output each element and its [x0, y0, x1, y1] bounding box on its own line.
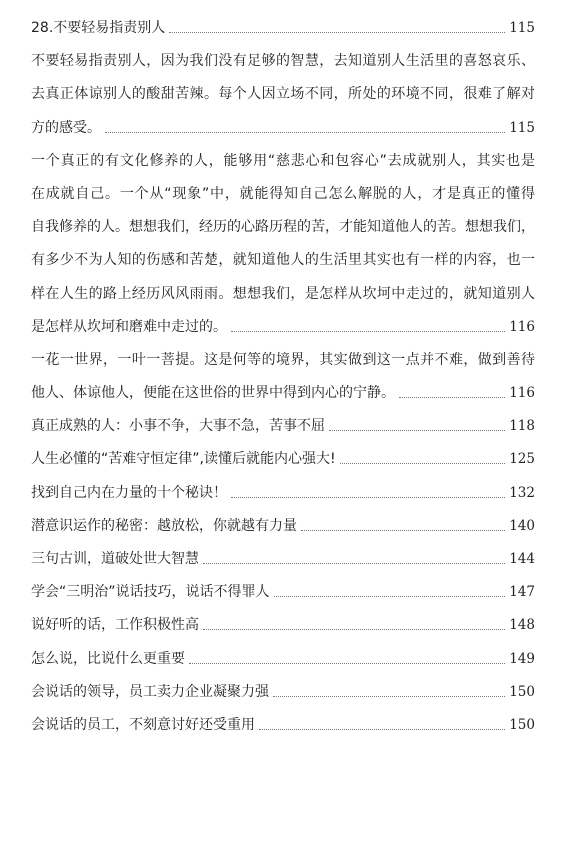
toc-entry-title: 会说话的员工，不刻意讨好还受重用 — [31, 716, 255, 733]
toc-entry[interactable] — [31, 584, 535, 601]
toc-entry[interactable] — [31, 20, 535, 37]
dot-leader — [231, 496, 505, 498]
dot-leader — [203, 562, 505, 564]
toc-entry[interactable] — [31, 451, 535, 468]
toc-entry-last-line — [31, 551, 535, 568]
toc-entry-title: 说好听的话，工作积极性高 — [31, 617, 199, 634]
dot-leader — [329, 429, 505, 431]
page-number: 148 — [509, 617, 535, 634]
page-number: 116 — [509, 318, 535, 335]
toc-entry-title: 真正成熟的人：小事不争，大事不急，苦事不屈 — [31, 418, 325, 435]
toc-entry-last-line — [31, 451, 535, 468]
toc-entry-line: 自我修养的人。想想我们，经历的心路历程的苦，才能知道他人的苦。想想我们， — [31, 219, 535, 236]
dot-leader — [169, 31, 505, 33]
toc-entry-title: 三句古训，道破处世大智慧 — [31, 551, 199, 567]
toc-entry-line: 有多少不为人知的伤感和苦楚，就知道他人的生活里其实也有一样的内容，也一 — [31, 252, 535, 269]
toc-entry-last-line — [31, 584, 535, 601]
page-number: 150 — [509, 683, 535, 700]
dot-leader — [273, 695, 505, 697]
dot-leader — [274, 595, 506, 597]
dot-leader — [231, 330, 505, 332]
toc-entry[interactable] — [31, 617, 535, 634]
toc-entry-line: 在成就自己。一个从“现象”中，就能得知自己怎么解脱的人，才是真正的懂得 — [31, 185, 535, 202]
toc-entry[interactable] — [31, 717, 535, 734]
page-number: 150 — [509, 716, 535, 733]
toc-entry-last-line — [31, 651, 535, 668]
page-number: 147 — [509, 584, 535, 601]
dot-leader — [399, 396, 505, 398]
page-number: 144 — [509, 551, 535, 567]
dot-leader — [203, 628, 505, 630]
toc-entry[interactable] — [31, 485, 535, 502]
toc-entry-title: 他人、体谅他人，便能在这世俗的世界中得到内心的宁静。 — [31, 385, 395, 402]
toc-entry-title: 会说话的领导，员工卖力企业凝聚力强 — [31, 683, 269, 700]
toc-entry[interactable] — [31, 418, 535, 435]
toc-entry[interactable] — [31, 551, 535, 568]
page-number: 118 — [509, 418, 535, 435]
toc-entry-line: 样在人生的路上经历风风雨雨。想想我们，是怎样从坎坷中走过的，就知道别人 — [31, 285, 535, 302]
page-number: 116 — [509, 385, 535, 402]
page-number: 132 — [509, 484, 535, 501]
dot-leader — [259, 728, 505, 730]
toc-entry[interactable] — [31, 352, 535, 402]
dot-leader — [105, 131, 505, 133]
dot-leader — [301, 529, 505, 531]
toc-entry[interactable] — [31, 153, 535, 336]
toc-entry-last-line — [31, 120, 535, 137]
toc-entry-line: 一花一世界，一叶一菩提。这是何等的境界，其实做到这一点并不难，做到善待 — [31, 351, 535, 368]
toc-entry-title: 是怎样从坎坷和磨难中走过的。 — [31, 318, 227, 335]
toc-entry-title: 人生必懂的“苦难守恒定律”,读懂后就能内心强大! — [31, 451, 336, 468]
toc-entry-line: 一个真正的有文化修养的人，能够用“慈悲心和包容心”去成就别人，其实也是 — [31, 152, 535, 169]
toc-entry[interactable] — [31, 53, 535, 136]
toc-entry-line: 不要轻易指责别人，因为我们没有足够的智慧，去知道别人生活里的喜怒哀乐、 — [31, 53, 535, 70]
toc-entry-last-line — [31, 319, 535, 336]
dot-leader — [189, 662, 505, 664]
table-of-contents — [31, 20, 535, 734]
toc-entry-last-line — [31, 20, 535, 37]
toc-entry-title: 28.不要轻易指责别人 — [31, 20, 166, 36]
toc-entry-title: 怎么说，比说什么更重要 — [31, 650, 185, 667]
toc-entry[interactable] — [31, 651, 535, 668]
toc-entry-title: 学会“三明治”说话技巧，说话不得罪人 — [31, 584, 270, 601]
dot-leader — [340, 462, 506, 464]
toc-entry-last-line — [31, 518, 535, 535]
toc-entry-last-line — [31, 485, 535, 502]
toc-entry-last-line — [31, 717, 535, 734]
page-number: 115 — [509, 20, 535, 36]
toc-entry-last-line — [31, 617, 535, 634]
page-number: 149 — [509, 650, 535, 667]
toc-entry-title: 找到自己内在力量的十个秘诀！ — [31, 484, 227, 501]
page-number: 140 — [509, 517, 535, 534]
toc-entry-last-line — [31, 684, 535, 701]
toc-entry-last-line — [31, 385, 535, 402]
toc-entry[interactable] — [31, 518, 535, 535]
toc-entry[interactable] — [31, 684, 535, 701]
page-number: 125 — [509, 451, 535, 468]
toc-entry-title: 潜意识运作的秘密：越放松，你就越有力量 — [31, 517, 297, 534]
page-number: 115 — [509, 119, 535, 136]
toc-entry-title: 方的感受。 — [31, 119, 101, 136]
toc-entry-last-line — [31, 418, 535, 435]
toc-entry-line: 去真正体谅别人的酸甜苦辣。每个人因立场不同，所处的环境不同，很难了解对 — [31, 86, 535, 103]
